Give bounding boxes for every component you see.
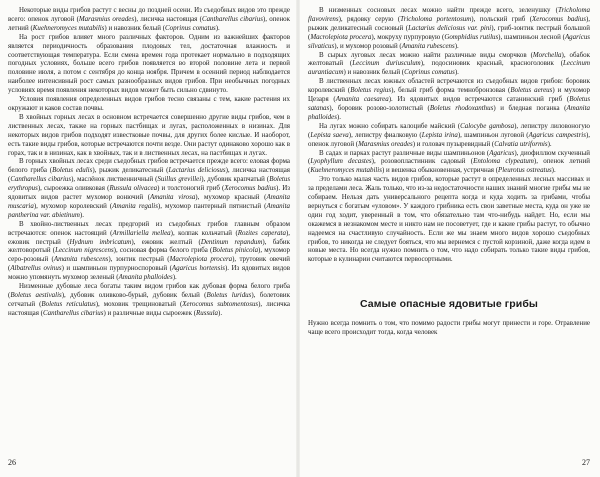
latin-name: Agaricus hortensis: [171, 264, 225, 273]
latin-name: Leccinum nigrescens: [55, 246, 114, 255]
paragraph: В хвойных горных лесах в основном встречается совершенно другие виды грибов, чем в лиственных лесах, также на горных пастбищах и лугах, расположенных в низинах. Для некоторых видов грибов подходят известковые почвы, для других более кислые. И наоборот, есть такие виды грибов, которые встречаются почти везде. Они растут одинаково хорошо как в горах, так и в низинах, как в хвойных, так и в лиственных лесах, на пастбищах и лугах.: [8, 112, 290, 157]
latin-name: Amanita rubescens: [401, 41, 455, 50]
paragraph: Некоторые виды грибов растут с весны до поздней осени. Из съедобных видов это прежде всего: опенок луговой (Marasmius oreades), лисичка настоящая (Cantharellus cibarius), опенок летний (Kuehneromyces mutabilis) и навозник белый (Coprinus comatus).: [8, 6, 291, 32]
latin-name: Xerocomus subtomentosus: [182, 299, 259, 308]
latin-name: Suillus grevillei: [157, 175, 202, 184]
latin-name: Boletus rhodoxanthus: [429, 103, 494, 112]
latin-name: Boletus edulis: [52, 166, 93, 175]
latin-name: Kuehneromyces mutabilis: [310, 166, 382, 175]
latin-name: Boletus aereus: [510, 86, 553, 95]
left-page-text: [8, 6, 290, 318]
latin-name: Xerocomus badius: [224, 184, 277, 193]
latin-name: Gomphidius rutilus: [444, 32, 499, 41]
latin-name: Boletus aestivalis: [10, 291, 62, 299]
paragraph: Низменные дубовые леса богаты таким видом грибов как дубовая форма белого гриба (Boletus aestivalis), дубовик оливково-бурый, дубовик белый (Boletus luridus), болетовик сетчатый (Boletus reticulatus), моховик трещиноватый (Xerocomus subtomentosus), лисичка настоящая (Cantharellus cibarius) и различные виды сыроежек (Russula).: [8, 282, 291, 317]
latin-name: Tricholoma portentosum: [400, 14, 472, 23]
paragraph: На рост грибов влияет много различных факторов. Одним из важнейших факторов является периодичность образования плодовых тел, достаточная влажность и соответствующая температура. Если смена времен года протекает нормально в подходящих погодных условиях, больше всего грибов появляется во второй половине лета и первой половине июля, а потом с сентября до конца ноября. Причем в осенний период наблюдается наиболее интенсивный рост самых разнообразных видов грибов. При необычных погодных условиях время появления некоторых видов может быть сильно сдвинуто.: [8, 32, 290, 95]
latin-name: Calvatia utriformis: [494, 139, 548, 148]
latin-name: Amanita phalloides: [118, 273, 173, 282]
latin-name: Xerocomus badius: [532, 14, 586, 23]
latin-name: Dentinum repandum: [200, 237, 263, 246]
latin-name: Amanita caesarea: [335, 95, 389, 104]
latin-name: Armillariella mellea: [112, 228, 171, 237]
latin-name: Cantharellus cibarius: [43, 308, 104, 317]
latin-name: Tricholoma flavovirens: [308, 6, 590, 23]
latin-name: Rozites caperata: [237, 228, 286, 237]
right-page: [308, 6, 590, 471]
latin-name: Boletus erythropus: [8, 175, 291, 193]
latin-name: Agaricus campestris: [528, 130, 586, 139]
latin-name: Entoloma clypeatum: [473, 157, 534, 166]
latin-name: Boletus satanas: [308, 95, 591, 112]
right-page-text: [308, 6, 590, 337]
latin-name: Leccinum aurantiacum: [308, 59, 591, 77]
latin-name: Leccinum duriusculum: [352, 59, 421, 68]
page-number-right: 27: [582, 458, 590, 467]
latin-name: Cantharellus cibarius: [201, 14, 263, 23]
paragraph: Условия появления определенных видов грибов тесно связаны с тем, какие растения их окружают и каков состав почвы.: [8, 95, 290, 112]
paragraph: В садах и парках растут различные виды шампиньонов (Agaricus), диофиллюм скученный (Lyophyllum decastes), розовопластинник садовый (Entoloma clypeatum), опенок летний (Kuehneromyces mutabilis) и вешенка обыкновенная, устричная (Pleurotus ostreatus).: [308, 148, 590, 175]
latin-name: Kuehneromyces mutabilis: [32, 23, 105, 32]
book-gutter: [296, 0, 300, 477]
latin-name: Boletus regius: [350, 86, 392, 95]
paragraph: Это только малая часть видов грибов, которые растут в определенных лесных массивах и за пределами леса. Жаль только, что из-за недостаточности наших знаний многие грибы мы не собираем. Нельзя дать универсального рецепта когда и куда ходить за грибами, чтобы вернуться с богатым «уловом». У каждого грибника есть свои заветные места, куда он уже не один год ходит, уверенный в том, что обязательно там что-нибудь найдет. Но, если мы окажемся в незнакомом месте и никто нам не посоветует, где и какие грибы растут, то обычно надеемся на счастливую случайность. Если же мы знаем много видов хорошо съедобных грибов, то никогда не следует бояться, что мы вернемся с пустой корзиной, даже когда идем в новые места. Но всегда нужно помнить о том, что надо собирать только такие виды грибов, которые в кулинарии считаются первосортными.: [308, 175, 590, 264]
latin-name: Lactarius deliciosus: [168, 166, 226, 175]
latin-name: Amanita regalis: [112, 201, 158, 210]
paragraph: В лиственных лесах южных областей встречаются из съедобных видов грибов: боровик королевский (Boletus regius), белый гриб форма темнобронзовая (Boletus aereus) и мухомор Цезаря (Amanita caesarea). Из ядовитых видов встречаются сатанинский гриб (Boletus satanas), боровик розово-золотистый (Boletus rhodoxanthus) и бледная поганка (Amanita phalloides).: [308, 77, 591, 121]
latin-name: Marasmius oreades: [78, 14, 135, 23]
latin-name: Lactarius deliciosus var. pini: [408, 23, 492, 32]
latin-name: Calocybe gambosa: [460, 121, 515, 130]
latin-name: Morchella: [532, 50, 562, 59]
latin-name: Macrolepiota procera: [310, 32, 372, 41]
paragraph: В сырых луговых лесах можно найти различные виды сморчков (Morchella), обабок желтоватый (Leccinum duriusculum), подосиновик красный, красноголовик (Leccinum aurantiacum) и навозник белый (Coprinus comatus).: [308, 50, 591, 77]
latin-name: Hydnum imbricatum: [69, 237, 132, 246]
latin-name: Agaricus silvaticus: [308, 32, 590, 50]
latin-name: Amanita pantherina var. abietinum: [8, 201, 290, 219]
paragraph: Нужно всегда помнить о том, что помимо радости грибы могут принести и горе. Отравление чаще всего происходит тогда, когда человек: [308, 319, 590, 337]
latin-name: Boletus reticulatus: [41, 299, 96, 308]
left-page: [8, 6, 290, 471]
latin-name: Lepista irina: [421, 130, 458, 139]
latin-name: Coprinus comatus: [404, 68, 455, 77]
latin-name: Cantharellus cibarius: [10, 175, 72, 184]
paragraph: В низменных сосновых лесах можно найти прежде всего, зеленушку (Tricholoma flavovirens), рядовку серую (Tricholoma portentosum), польский гриб (Xerocomus badius), рыжик деликатесный сосновый (Lactarius deliciosus var. pini), гриб-зонтик пестрый большой (Macrolepiota procera), мокруху пурпуровую (Gomphidius rutilus), шампиньон лесной (Agaricus silvaticus), и мухомор розовый (Amanita rubescens).: [308, 6, 590, 50]
section-heading: Самые опасные ядовитые грибы: [359, 298, 539, 311]
latin-name: Boletus luridus: [206, 291, 252, 299]
page-number-left: 26: [8, 458, 16, 467]
latin-name: Amanita virosa: [150, 193, 196, 202]
latin-name: Boletus pinicola: [212, 246, 259, 255]
latin-name: Amanita muscaria: [8, 193, 290, 210]
latin-name: Pleurotus ostreatus: [498, 166, 552, 175]
latin-name: Agaricus: [489, 148, 515, 157]
latin-name: Amanita rubescens: [53, 255, 109, 264]
paragraph: В горных хвойных лесах среди съедобных грибов встречается прежде всего: еловая форма белого гриба (Boletus edulis), рыжик деликатесный (Lactarius deliciosus), лисичка настоящая (Cantharellus cibarius), маслёнок лиственничный (Suillus grevillei), дубовик крапчатый (Boletus erythropus), сыроежка оливковая (Russula olivacea) и толстоногий гриб (Xerocomus badius). Из ядовитых видов растет мухомор вонючий (Amanita virosa), мухомор красный (Amanita muscaria), мухомор королевский (Amanita regalis), мухомор пантерный пятнистый (Amanita pantherina var. abietinum).: [8, 157, 291, 219]
latin-name: Coprinus comatus: [165, 23, 216, 32]
latin-name: Lyophyllum decastes: [310, 157, 372, 166]
latin-name: Marasmius oreades: [358, 139, 413, 148]
latin-name: Amanita phalloides: [308, 103, 590, 121]
latin-name: Russula olivacea: [109, 184, 158, 193]
paragraph: В хвойно-лиственных лесах предгорий из съедобных грибов главным образом встречаются: опенок настоящий (Armillariella mellea), колпак кольчатый (Rozites caperata), ежовик пестрый (Hydnum imbricatum), ежовик желтый (Dentinum repandum), бабик желтоворотый (Leccinum nigrescens), сосновая форма белого гриба (Boletus pinicola), мухомор серо-розовый (Amanita rubescens), зонтик пестрый (Macrolepiota procera), трутовик овечий (Albatrellus ovinus) и шампиньон пурпурноспоровый (Agaricus hortensis). Из ядовитых видов можно упомянуть мухомор зеленый (Amanita phalloides).: [8, 219, 291, 282]
latin-name: Russula: [196, 308, 219, 317]
paragraph: На лугах можно собирать калоцибе майский (Calocybe gambosa), лепистру лиловоногую (Lepista saeva), лепистру фиалковую (Lepista irina), шампиньон луговой (Agaricus campestris), опенок луговой (Marasmius oreades) и головач пузыревидный (Calvatia utriformis).: [308, 121, 590, 148]
latin-name: Albatrellus ovinus: [10, 264, 62, 273]
latin-name: Lepista saeva: [310, 130, 349, 139]
latin-name: Macrolepiota procera: [169, 255, 233, 264]
